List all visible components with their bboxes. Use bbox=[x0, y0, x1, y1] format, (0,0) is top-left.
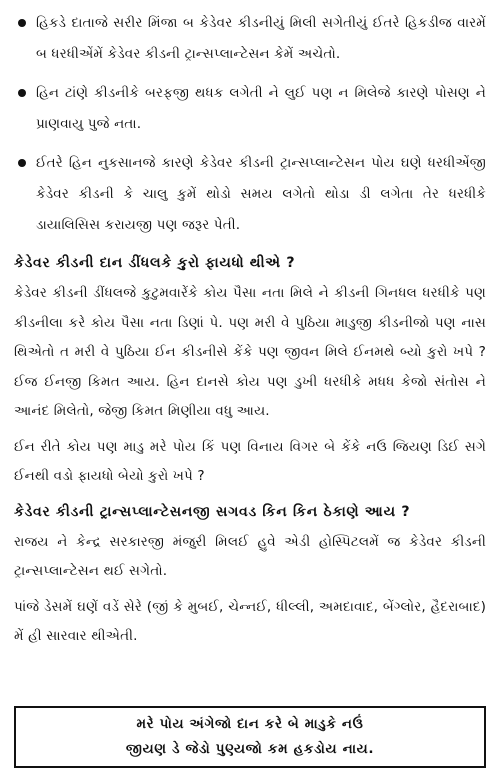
bullet-item bbox=[14, 78, 486, 140]
bullet-text: હિન ટાંણે કીડનીકે બરફજી થધક લગેતી ને લુઈ પણ ન મિલેજે કારણે પોસણ ને પ્રાણવાયુ પુજે નતા. bbox=[36, 85, 486, 132]
bullet-text: ઈતરે હિન નુકસાનજે કારણે કેડેવર કીડની ટ્રાન્સપ્લાન્ટેસન પોય ઘણે ધરધીએંજી કેડેવર કીડની કે ચાલુ કુમેં થોડો સમય લગેતો થોડા ડી લગેતા તેર ધરધીકે ડાયાલિસિસ કરાયજી પણ જરૂર પેતી. bbox=[36, 155, 486, 233]
bullet-dot-icon bbox=[18, 159, 26, 167]
paragraph: રાજય ને કેન્દ્ર સરકારજી મંજુરી મિલઈ હુવે એડી હોસ્પિટલમેં જ કેડેવર કીડની ટ્રાન્સપ્લાન્ટેસન થઈ સગેતો. bbox=[14, 533, 486, 579]
paragraph: પાંજે ડેસમેં ઘણેં વડેં સેરે (જીં કે મુબઈ, ચેન્નઈ, ધીલ્લી, અમદાવાદ, બેંગ્લોર, હૈદરાબાદ) મેં હી સારવાર થીએતી. bbox=[14, 598, 486, 644]
callout-line: જીયણ ડે જેડો પુણ્યજો કમ હકડોય નાય. bbox=[125, 741, 375, 757]
callout-line: મરે પોય અંગેજો દાન કરે બે માડુકે નઉં bbox=[136, 716, 364, 732]
section-heading: કેડેવર કીડની દાન ડીંધલકે કુરો ફાયધો થીએ ? bbox=[14, 255, 296, 271]
bullet-list bbox=[14, 8, 486, 241]
bullet-item bbox=[14, 148, 486, 241]
bullet-dot-icon bbox=[18, 89, 26, 97]
paragraph: કેડેવર કીડની ડીંધલજે કુટુમવારેંકે કોય પૈસા નતા મિલે ને કીડની ગિનધલ ધરધીકે પણ કીડનીલા કરે કોય પૈસા નતા ડિણાં પે. પણ મરી વે પુઠિયા માડુજી કીડનીજો પણ નાસ થિએતો ત મરી વે પુઠિયા ઈન કીડનીસે કેંકે પણ જીવન મિલે ઈનમથે બ્યો કુરો ખપે ? ઈજ ઈનજી કિમત આય. હિન દાનસે કોય પણ ડુખી ધરધીકે મધધ કેજો સંતોસ ને આનંદ મિલેતો, જેજી કિમત મિણીયા વધુ આય. bbox=[14, 285, 486, 419]
bullet-dot-icon bbox=[18, 19, 26, 27]
section-heading: કેડેવર કીડની ટ્રાન્સપ્લાન્ટેસનજી સગવડ કિન કિન ઠેકાણે આય ? bbox=[14, 503, 411, 520]
bullet-text: હિકડે દાતાજે સરીર મિંજા બ કેડેવર કીડનીયું મિલી સગેતીયું ઈતરે હિકડીજ વારમેં બ ધરધીએંમેં કેડેવર કીડની ટ્રાન્સપ્લાન્ટેસન કેમેં અચેતો. bbox=[36, 15, 486, 62]
callout-box bbox=[14, 706, 486, 768]
bullet-item bbox=[14, 8, 486, 70]
paragraph: ઈન રીતે કોય પણ માડુ મરે પોય કિં પણ વિનાય વિગર બે કેંકે નઉ જિયણ ડિઈ સગે ઈનથી વડો ફાયધો બેયો કુરો ખપે ? bbox=[14, 438, 486, 484]
